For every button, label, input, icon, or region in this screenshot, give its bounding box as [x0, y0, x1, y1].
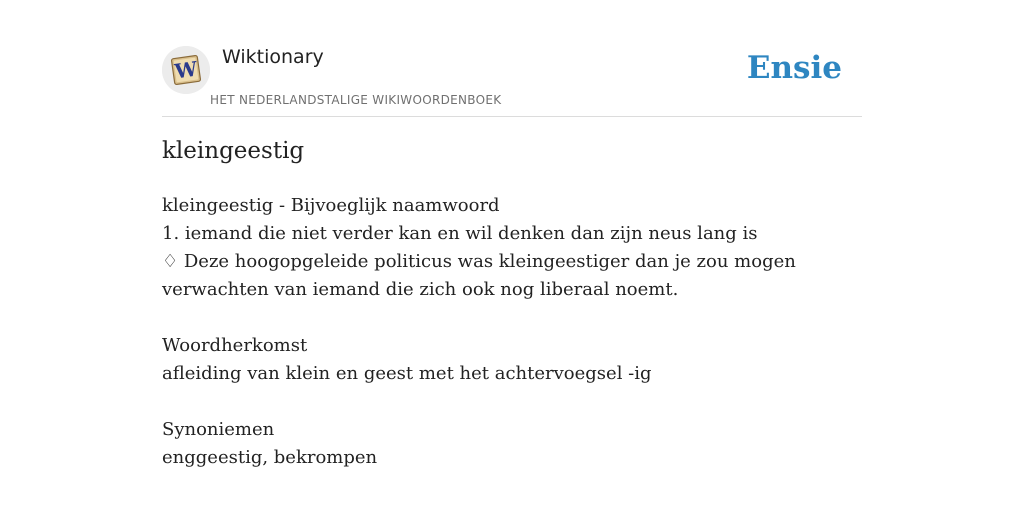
etymology-heading: Woordherkomst	[162, 335, 308, 356]
site-header	[162, 40, 862, 117]
synonyms-heading: Synoniemen	[162, 419, 275, 440]
page-title: kleingeestig	[162, 138, 305, 164]
definition-text: 1. iemand die niet verder kan en wil denken dan zijn neus lang is	[162, 223, 758, 244]
spacer	[162, 388, 872, 416]
etymology-text: afleiding van klein en geest met het achtervoegsel -ig	[162, 363, 652, 384]
site-tagline: HET NEDERLANDSTALIGE WIKIWOORDENBOEK	[210, 93, 502, 107]
example-sentence: ♢ Deze hoogopgeleide politicus was kleingeestiger dan je zou mogen verwachten van iemand die zich ook nog liberaal noemt.	[162, 251, 796, 300]
wiktionary-w-tile-icon[interactable]	[162, 46, 210, 94]
spacer	[162, 304, 872, 332]
synonyms-text: enggeestig, bekrompen	[162, 447, 378, 468]
svg-text:W: W	[173, 56, 199, 84]
brand-logo[interactable]: Ensie	[746, 50, 842, 86]
site-name[interactable]: Wiktionary	[222, 46, 324, 68]
definition-heading: kleingeestig - Bijvoeglijk naamwoord	[162, 195, 500, 216]
entry-body	[162, 192, 872, 472]
